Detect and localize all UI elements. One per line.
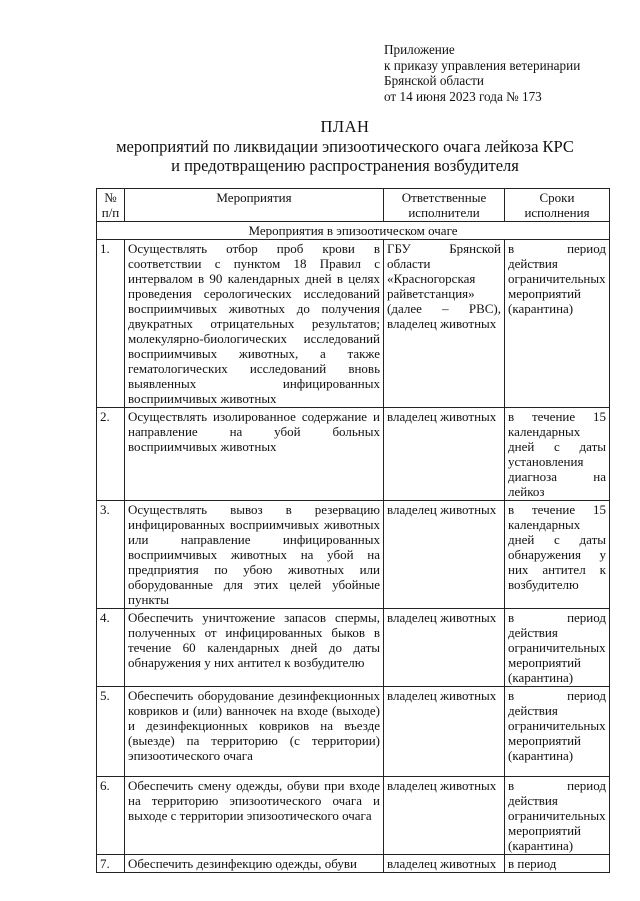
row-terms: в период действия ограничительных мероприятий (карантина) [505, 240, 610, 408]
row-num: 5. [97, 687, 125, 777]
row-responsible: владелец животных [384, 408, 505, 501]
row-num: 1. [97, 240, 125, 408]
row-terms: в период действия ограничительных мероприятий (карантина) [505, 777, 610, 855]
header-event: Мероприятия [125, 189, 384, 222]
row-responsible: владелец животных [384, 777, 505, 855]
row-num: 2. [97, 408, 125, 501]
section-title: Мероприятия в эпизоотическом очаге [97, 222, 610, 240]
header-terms: Сроки исполнения [505, 189, 610, 222]
appendix-line: Брянской области [384, 73, 484, 89]
plan-table [96, 188, 610, 873]
row-responsible: владелец животных [384, 855, 505, 873]
header-responsible: Ответственные исполнители [384, 189, 505, 222]
table-row [97, 501, 610, 609]
row-terms: в период [505, 855, 610, 873]
table-row [97, 240, 610, 408]
row-event: Обеспечить дезинфекцию одежды, обуви [125, 855, 384, 873]
title-main: ПЛАН [320, 117, 370, 136]
row-event: Обеспечить оборудование дезинфекционных ковриков и (или) ванночек на входе (выходе) и дезинфекционных ковриков на въезде (выезде) па территорию (с территории) эпизоотического очага [125, 687, 384, 777]
table-row [97, 687, 610, 777]
title-line: мероприятий по ликвидации эпизоотического очага лейкоза КРС [116, 137, 574, 156]
table-row [97, 777, 610, 855]
row-event: Осуществлять отбор проб крови в соответствии с пунктом 18 Правил с интервалом в 90 календарных дней в целях проведения серологических исследований восприимчивых животных до получения двукратных отрицательных результатов; молекулярно-биологических исследований восприимчивых животных, а также гематологических исследований вновь выявленных инфицированных восприимчивых животных [125, 240, 384, 408]
appendix-line: от 14 июня 2023 года № 173 [384, 88, 542, 104]
row-num: 3. [97, 501, 125, 609]
row-responsible: владелец животных [384, 501, 505, 609]
section-row [97, 222, 610, 240]
row-responsible: владелец животных [384, 609, 505, 687]
table-header-row [97, 189, 610, 222]
row-event: Осуществлять изолированное содержание и направление на убой больных восприимчивых животных [125, 408, 384, 501]
document-title [95, 117, 595, 175]
row-terms: в течение 15 календарных дней с даты обнаружения у них антител к возбудителю [505, 501, 610, 609]
appendix-note [384, 42, 580, 104]
row-terms: в период действия ограничительных мероприятий (карантина) [505, 609, 610, 687]
row-num: 4. [97, 609, 125, 687]
table-row [97, 408, 610, 501]
row-event: Обеспечить уничтожение запасов спермы, полученных от инфицированных быков в течение 60 календарных дней до даты обнаружения у них антител к возбудителю [125, 609, 384, 687]
table-row [97, 609, 610, 687]
row-num: 6. [97, 777, 125, 855]
table-row [97, 855, 610, 873]
row-event: Осуществлять вывоз в резервацию инфицированных восприимчивых животных или направление инфицированных восприимчивых животных на убой на предприятия по убою животных или оборудованные для этих целей убойные пункты [125, 501, 384, 609]
row-terms: в течение 15 календарных дней с даты установления диагноза на лейкоз [505, 408, 610, 501]
row-terms: в период действия ограничительных мероприятий (карантина) [505, 687, 610, 777]
header-num: № п/п [97, 189, 125, 222]
row-event: Обеспечить смену одежды, обуви при входе на территорию эпизоотического очага и выходе с территории эпизоотического очага [125, 777, 384, 855]
row-responsible: владелец животных [384, 687, 505, 777]
title-line: и предотвращению распространения возбудителя [171, 156, 519, 175]
appendix-line: к приказу управления ветеринарии [384, 57, 581, 73]
row-responsible: ГБУ Брянской области «Красногорская райветстанция» (далее – РВС), владелец животных [384, 240, 505, 408]
row-num: 7. [97, 855, 125, 873]
appendix-line: Приложение [384, 42, 455, 57]
